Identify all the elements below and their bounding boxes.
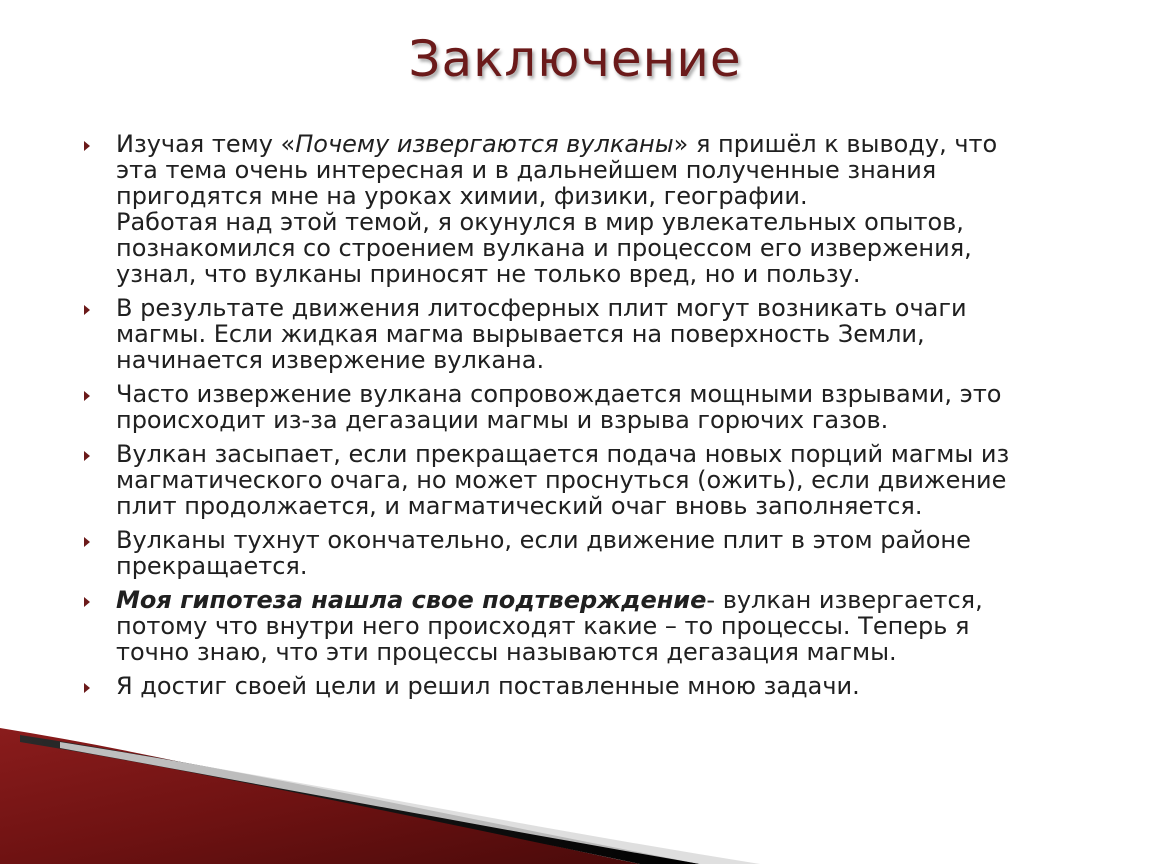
text-line: В результате движения литосферных плит могут возникать очаги [116,294,967,322]
text-line: Вулкан засыпает, если прекращается подача новых порций магмы из [116,440,1010,468]
text-line: прекращается. [116,552,308,580]
text-line: узнал, что вулканы приносят не только вред, но и пользу. [116,260,861,288]
text-line: эта тема очень интересная и в дальнейшем полученные знания [116,156,937,184]
decor-red-band [0,728,640,864]
text-line: Вулканы тухнут окончательно, если движение плит в этом районе [116,526,971,554]
bullet-arrow-icon [84,537,90,547]
bullet-arrow-icon [84,141,90,151]
bullet-item [84,673,1084,699]
hypothesis-emphasis: Моя гипотеза нашла свое подтверждение [116,586,707,614]
text-line: магмы. Если жидкая магма вырывается на поверхность Земли, [116,320,925,348]
text-line [116,587,1084,613]
bullet-item [84,441,1084,519]
text-line [116,131,1084,157]
text-line: Я достиг своей цели и решил поставленные мною задачи. [116,672,860,700]
topic-title-italic: Почему извергаются вулканы [295,130,674,158]
text-line: Работая над этой темой, я окунулся в мир увлекательных опытов, [116,208,964,236]
bullet-arrow-icon [84,683,90,693]
text-line: потому что внутри него происходят какие – то процессы. Теперь я [116,612,970,640]
bullet-arrow-icon [84,305,90,315]
text-line: происходит из-за дегазации магмы и взрыва горючих газов. [116,406,889,434]
text-run: » я пришёл к выводу, что [673,130,998,158]
bullet-arrow-icon [84,391,90,401]
bullet-item [84,527,1084,579]
text-line: познакомился со строением вулкана и процессом его извержения, [116,234,972,262]
bullet-arrow-icon [84,451,90,461]
bullet-arrow-icon [84,597,90,607]
text-run: - вулкан извергается, [706,586,983,614]
bullet-list [84,131,1084,707]
decor-light-stripe [60,742,760,864]
text-line: плит продолжается, и магматический очаг вновь заполняется. [116,492,923,520]
slide-title: Заключение [408,30,742,88]
text-line: Часто извержение вулкана сопровождается мощными взрывами, это [116,380,1002,408]
text-line: магматического очага, но может проснуться (ожить), если движение [116,466,1007,494]
text-line: начинается извержение вулкана. [116,346,545,374]
bullet-item [84,381,1084,433]
bullet-item [84,587,1084,665]
bullet-item [84,295,1084,373]
text-line: пригодятся мне на уроках химии, физики, географии. [116,182,808,210]
bullet-item [84,131,1084,287]
text-line: точно знаю, что эти процессы называются дегазация магмы. [116,638,897,666]
decor-dark-stripe [20,735,700,864]
text-run: Изучая тему « [116,130,296,158]
